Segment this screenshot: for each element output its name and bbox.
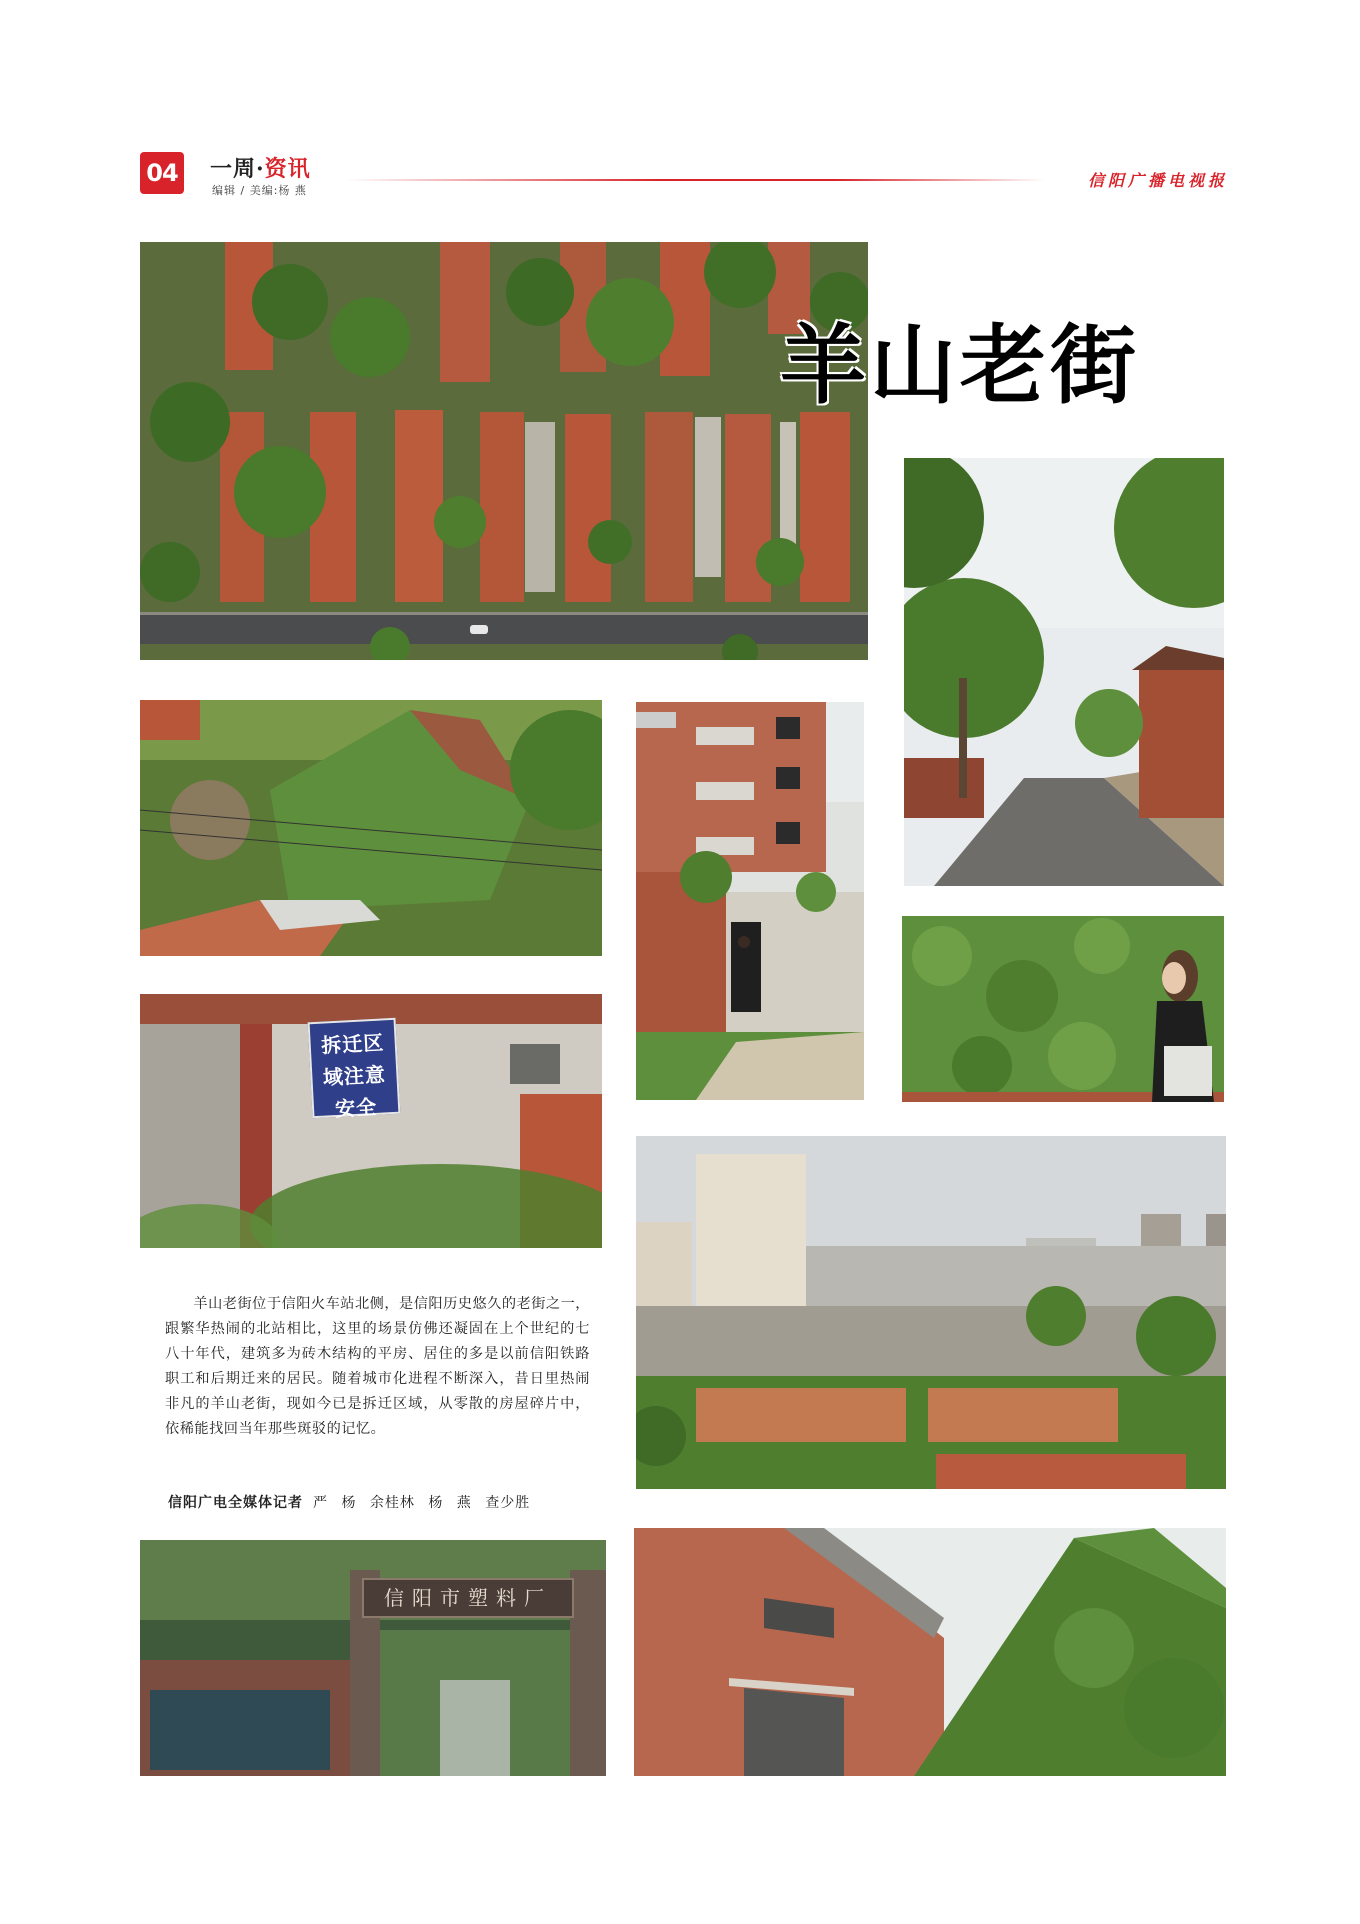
editor-credit: 编辑 / 美编:杨 燕 [212,184,307,197]
demolition-sign-photo [140,994,602,1248]
factory-gate-sign: 信阳市塑料厂 [362,1578,574,1618]
byline-label: 信阳广电全媒体记者 [168,1495,303,1511]
article-title: 羊山老街 [780,316,1140,416]
city-skyline-photo [636,1136,1226,1489]
old-building-photo [636,702,864,1100]
lane-photo [904,458,1224,886]
section-title-week: 一周· [210,156,265,182]
newspaper-name: 信阳广播电视报 [1088,171,1229,190]
byline [168,1492,530,1512]
aerial-photo [140,242,868,660]
article-body: 羊山老街位于信阳火车站北侧，是信阳历史悠久的老街之一，跟繁华热闹的北站相比，这里的场景仿佛还凝固在上个世纪的七八十年代，建筑多为砖木结构的平房、居住的多是以前信阳铁路职工和后期迁来的居民。随着城市化进程不断深入，昔日里热闹非凡的羊山老街，现如今已是拆迁区域，从零散的房屋碎片中，依稀能找回当年那些斑驳的记忆。 [165,1296,590,1437]
brick-ivy-photo [634,1528,1226,1776]
demolition-sign: 拆迁区域注意安全 [308,1018,401,1118]
page-number-badge: 04 [140,152,184,194]
factory-gate-photo [140,1540,606,1776]
byline-names: 严 杨 余桂林 杨 燕 查少胜 [313,1495,531,1511]
section-title-news: 资讯 [264,156,311,182]
header-divider [345,179,1045,181]
ivy-house-photo [140,700,602,956]
ivy-wall-photo [902,916,1224,1102]
section-title [210,152,311,183]
